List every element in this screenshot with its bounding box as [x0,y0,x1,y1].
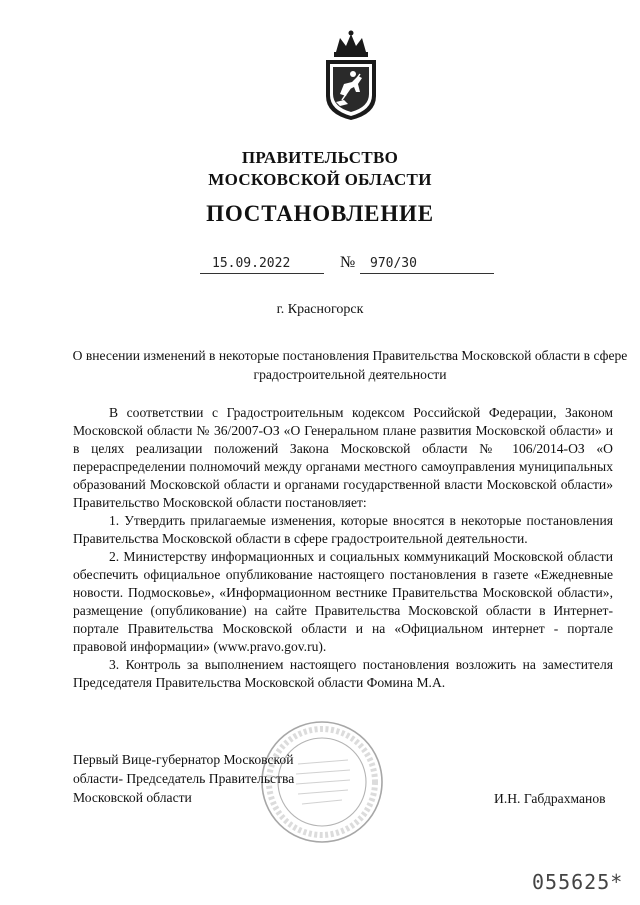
signatory-name: И.Н. Габдрахманов [494,791,606,806]
date-underline [200,273,324,274]
coat-of-arms-icon [322,30,380,122]
number-sign: № [340,254,356,271]
paragraph-2: 2. Министерству информационных и социальных коммуникаций Московской области обеспечить официальное опубликование настоящего постановления в газете «Ежедневные новости. Подмосковье», «Информационном вестнике Правительства Московской области», размещение (опубликование) на сайте Правительства Московской области в Интернет-портале Правительства Московской области и на «Официальном интернет - портале правовой информации» (www.pravo.gov.ru). [73,549,613,654]
document-body [73,404,613,692]
signatory-title-line1: Первый Вице-губернатор Московской [73,752,294,767]
paragraph-1: 1. Утвердить прилагаемые изменения, которые вносятся в некоторые постановления Правительства Московской области в сфере градостроительной деятельности. [73,513,613,546]
paragraph-3: 3. Контроль за выполнением настоящего постановления возложить на заместителя Председателя Правительства Московской области Фомина М.А. [73,657,613,690]
serial-digits: 055625 [532,870,611,894]
signatory-title-line2: области- Председатель Правительства [73,771,295,786]
document-number: 970/30 [370,256,417,271]
document-date: 15.09.2022 [212,256,291,271]
document-type: ПОСТАНОВЛЕНИЕ [206,201,434,226]
signatory-title [73,750,294,807]
city: г. Красногорск [276,302,364,317]
serial-mark: * [610,870,624,894]
paragraph-preamble: В соответствии с Градостроительным кодексом Российской Федерации, Законом Московской области № 36/2007-ОЗ «О Генеральном плане развития Московской области» и в целях реализации положений Закона Московской области № 106/2014-ОЗ «О перераспределении полномочий между органами местного самоуправления муниципальных образований Московской области и органами государственной власти Московской области» Правительство Московской области постановляет: [73,405,613,510]
signatory-title-line3: Московской области [73,790,192,805]
number-underline [360,273,494,274]
org-name-line2: МОСКОВСКОЙ ОБЛАСТИ [208,170,432,189]
org-name-line1: ПРАВИТЕЛЬСТВО [241,148,399,167]
date-number-line [200,256,500,278]
document-subject: О внесении изменений в некоторые постановления Правительства Московской области в сфере градостроительной деятельности [72,348,628,382]
serial-number [532,870,623,894]
